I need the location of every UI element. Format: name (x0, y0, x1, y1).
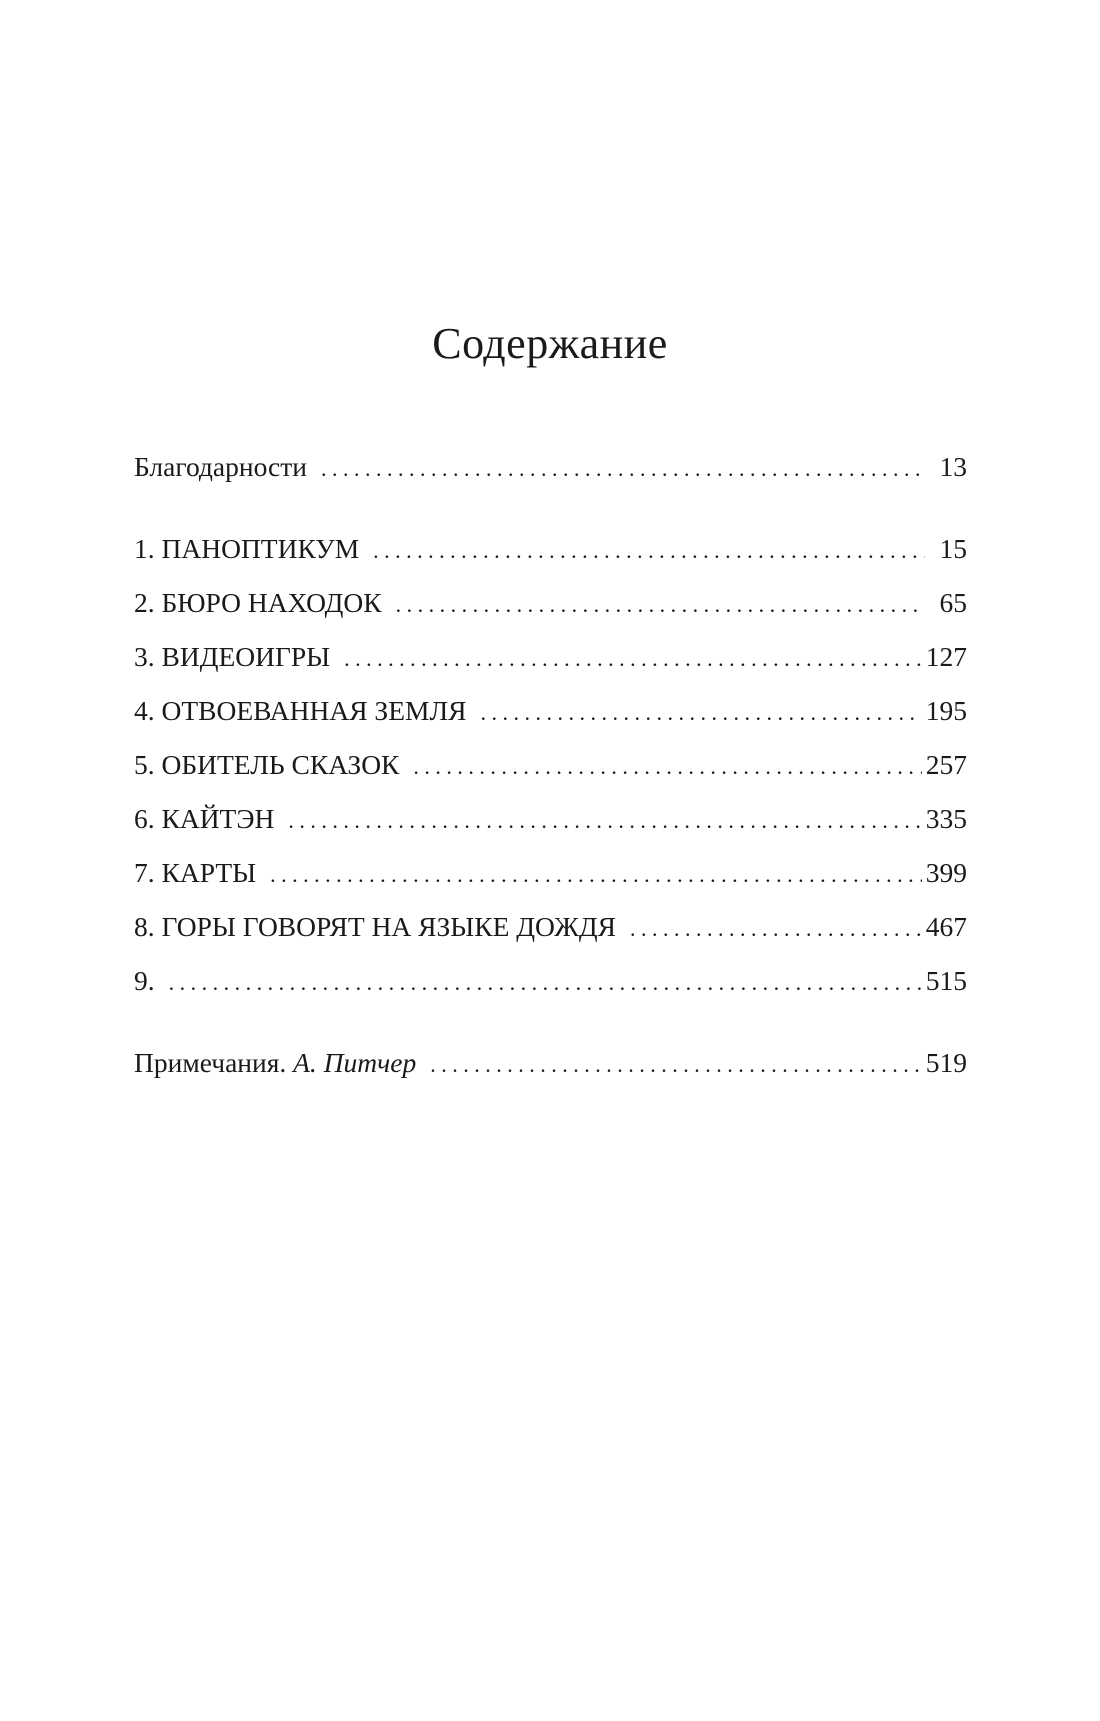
toc-entry-chapter-6[interactable] (134, 792, 967, 846)
toc-entry-chapter-4[interactable] (134, 684, 967, 738)
toc-entry-chapter-1[interactable] (134, 522, 967, 576)
toc-page-number: 467 (925, 911, 967, 942)
toc-page-number: 257 (925, 749, 967, 780)
toc-entry-chapter-3[interactable] (134, 630, 967, 684)
toc-page-number: 335 (925, 803, 967, 834)
table-of-contents (134, 440, 967, 1090)
dot-leader (321, 442, 925, 496)
toc-entry-chapter-2[interactable] (134, 576, 967, 630)
toc-entry-label: 7. КАРТЫ (134, 857, 257, 888)
toc-page-number: 515 (925, 965, 967, 996)
toc-page-number: 13 (939, 451, 967, 482)
notes-title: Примечания. (134, 1047, 287, 1078)
toc-page-number: 65 (939, 587, 967, 618)
dot-leader (413, 740, 921, 794)
toc-entry-label: 8. ГОРЫ ГОВОРЯТ НА ЯЗЫКЕ ДОЖДЯ (134, 911, 616, 942)
dot-leader (373, 524, 925, 578)
dot-leader (630, 902, 922, 956)
toc-page-number: 15 (939, 533, 967, 564)
toc-entry-label: 5. ОБИТЕЛЬ СКАЗОК (134, 749, 400, 780)
toc-entry-label: 1. ПАНОПТИКУМ (134, 533, 360, 564)
toc-entry-label: 3. ВИДЕОИГРЫ (134, 641, 331, 672)
toc-entry-chapter-5[interactable] (134, 738, 967, 792)
toc-entry-label: 9. (134, 965, 155, 996)
dot-leader (270, 848, 922, 902)
toc-page-number: 195 (925, 695, 967, 726)
toc-entry-acknowledgements[interactable] (134, 440, 967, 494)
toc-entry-label: 2. БЮРО НАХОДОК (134, 587, 382, 618)
dot-leader (344, 632, 922, 686)
toc-entry-chapter-7[interactable] (134, 846, 967, 900)
page-title: Содержание (432, 319, 668, 368)
dot-leader (480, 686, 921, 740)
dot-leader (430, 1038, 922, 1092)
toc-entry-label: Благодарности (134, 451, 307, 482)
toc-entry-notes[interactable] (134, 1036, 967, 1090)
notes-author: А. Питчер (293, 1047, 417, 1078)
toc-page-number: 519 (925, 1047, 967, 1078)
dot-leader (396, 578, 925, 632)
dot-leader (169, 956, 922, 1010)
toc-entry-chapter-8[interactable] (134, 900, 967, 954)
toc-entry-chapter-9[interactable] (134, 954, 967, 1008)
toc-page-number: 399 (925, 857, 967, 888)
toc-page-number: 127 (925, 641, 967, 672)
toc-entry-label: 6. КАЙТЭН (134, 803, 275, 834)
dot-leader (288, 794, 921, 848)
toc-entry-label (134, 1036, 430, 1090)
toc-entry-label: 4. ОТВОЕВАННАЯ ЗЕМЛЯ (134, 695, 467, 726)
